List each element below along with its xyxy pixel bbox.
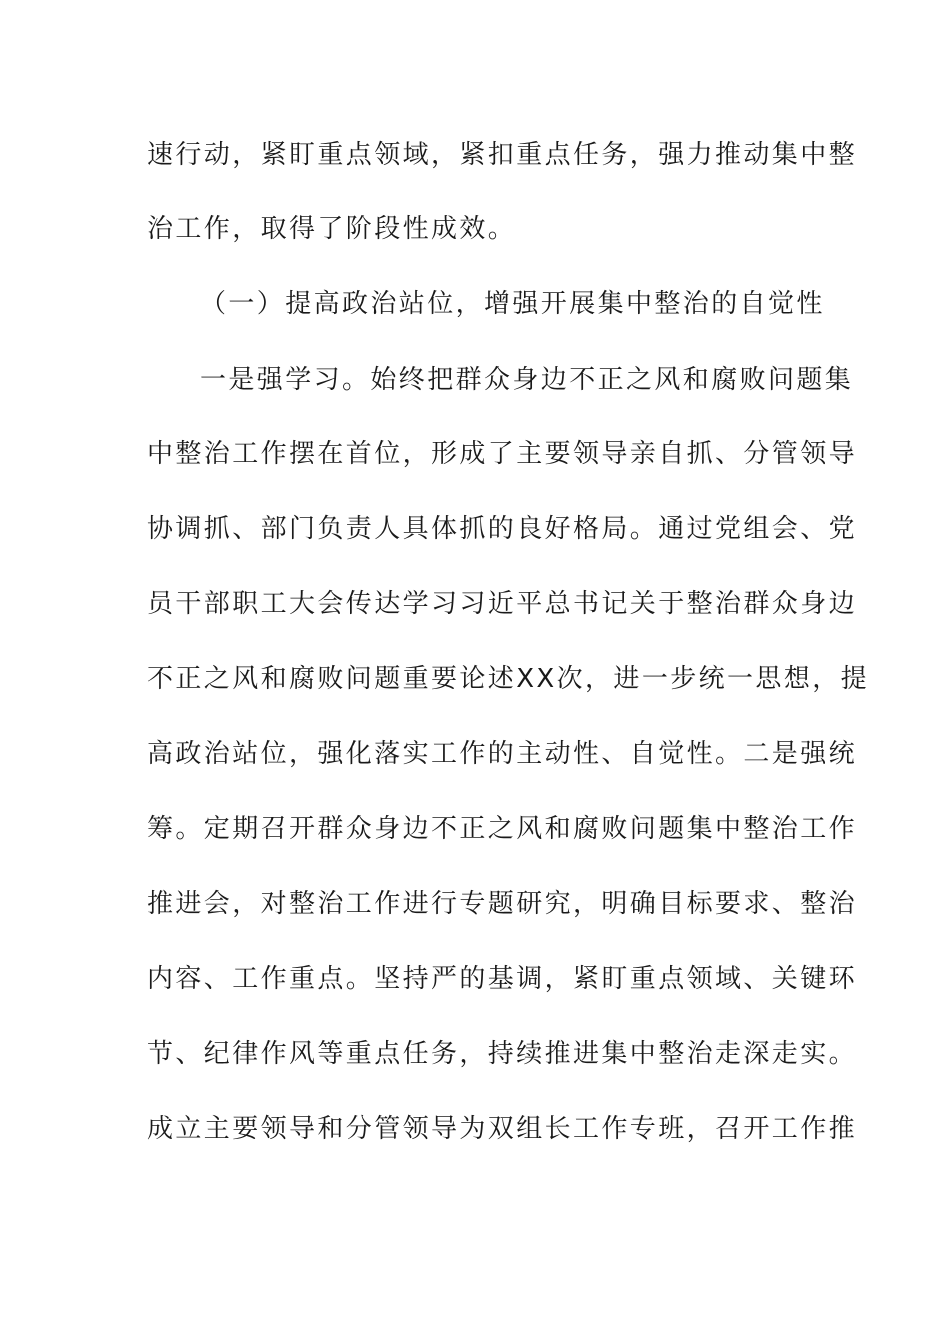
section-heading: （一）提高政治站位，增强开展集中整治的自觉性 <box>200 289 825 319</box>
text-line: 速行动，紧盯重点领域，紧扣重点任务，强力推动集中整 <box>147 140 858 170</box>
text-line: 内容、工作重点。坚持严的基调，紧盯重点领域、关键环 <box>147 964 858 994</box>
text-line: 节、纪律作风等重点任务，持续推进集中整治走深走实。 <box>147 1039 858 1069</box>
text-line: 筹。定期召开群众身边不正之风和腐败问题集中整治工作 <box>147 814 858 844</box>
text-line: 不正之风和腐败问题重要论述XX次，进一步统一思想，提 <box>147 664 870 694</box>
text-line: 治工作，取得了阶段性成效。 <box>147 214 517 244</box>
text-line: 协调抓、部门负责人具体抓的良好格局。通过党组会、党 <box>147 514 858 544</box>
text-line: 员干部职工大会传达学习习近平总书记关于整治群众身边 <box>147 589 858 619</box>
text-line: 一是强学习。始终把群众身边不正之风和腐败问题集 <box>200 365 854 395</box>
text-line: 高政治站位，强化落实工作的主动性、自觉性。二是强统 <box>147 739 858 769</box>
text-line: 推进会，对整治工作进行专题研究，明确目标要求、整治 <box>147 889 858 919</box>
text-line: 中整治工作摆在首位，形成了主要领导亲自抓、分管领导 <box>147 439 858 469</box>
text-line: 成立主要领导和分管领导为双组长工作专班，召开工作推 <box>147 1114 858 1144</box>
